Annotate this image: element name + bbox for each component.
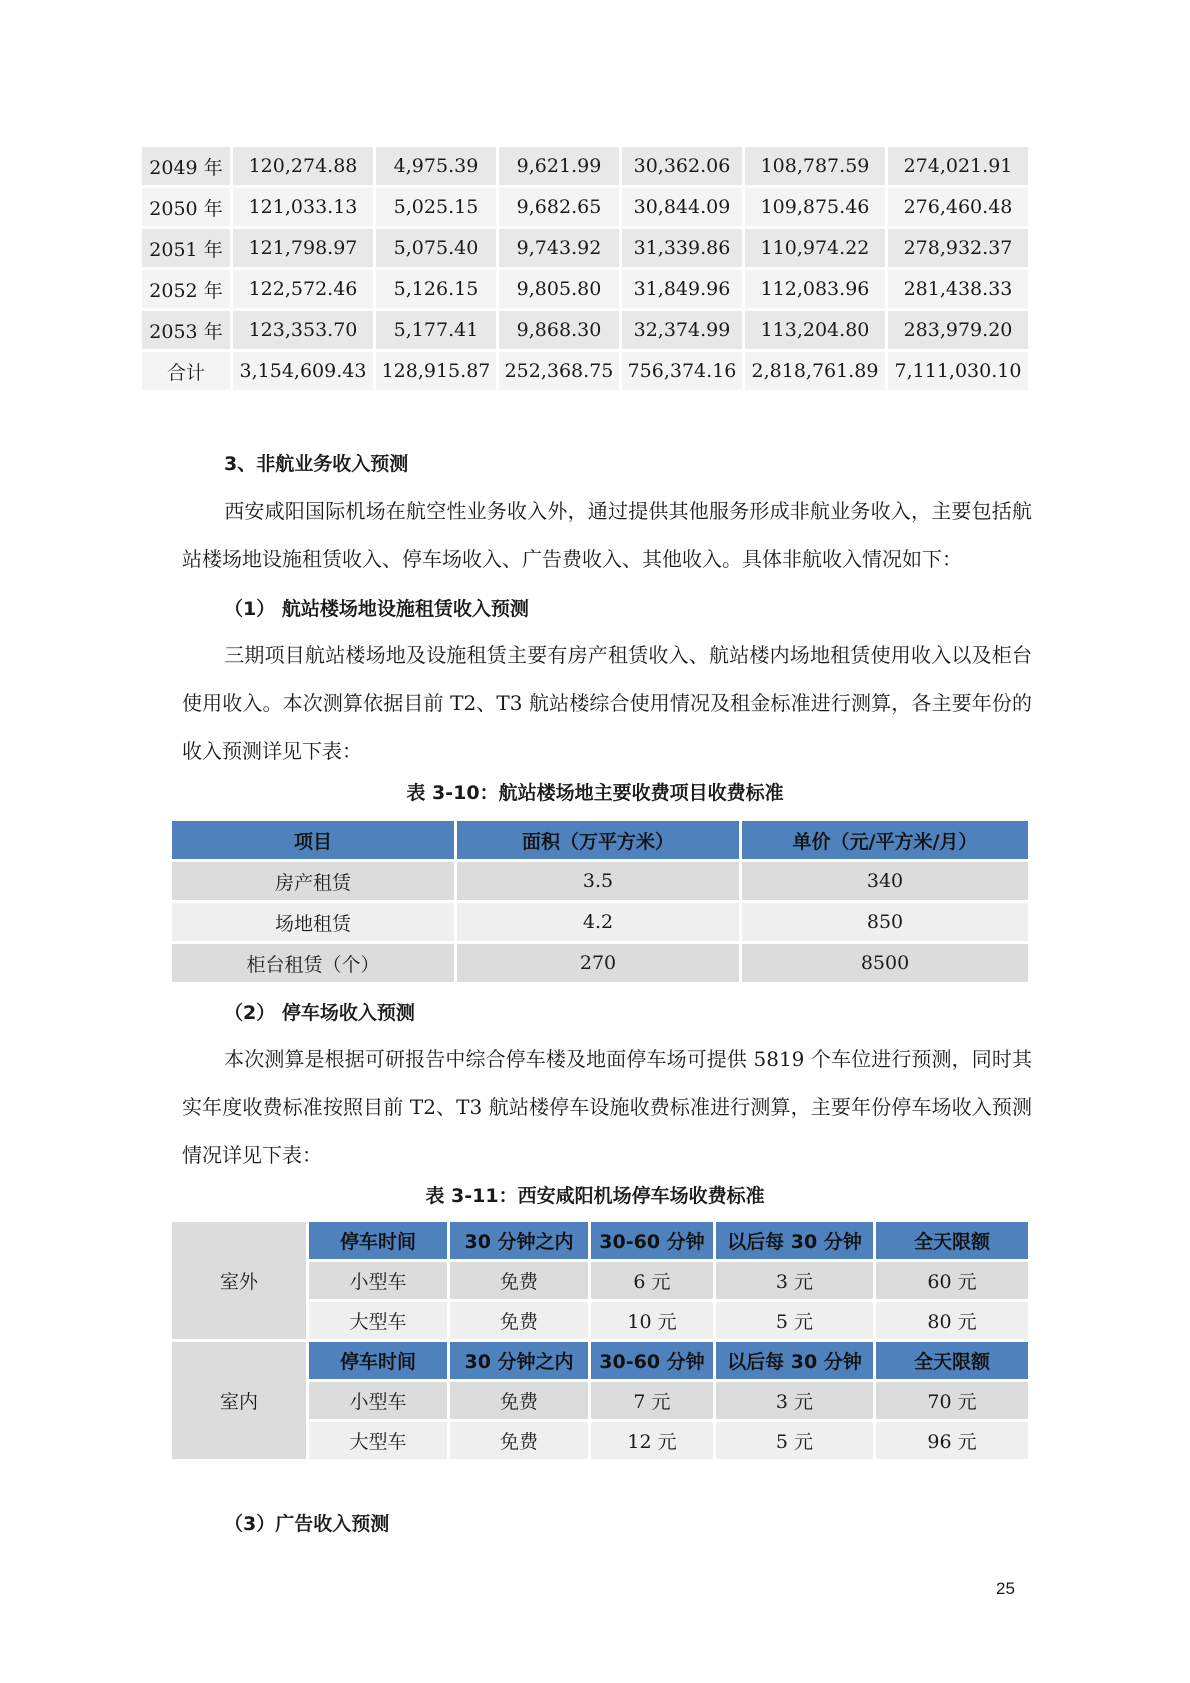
table-cell: 3 元 — [716, 1382, 873, 1419]
table-cell: 112,083.96 — [745, 270, 885, 308]
table-header-row — [172, 821, 1028, 859]
table-cell: 柜台租赁（个） — [172, 944, 454, 982]
table-header-cell: 停车时间 — [309, 1342, 447, 1379]
table-cell: 5,126.15 — [376, 270, 496, 308]
table-cell: 9,868.30 — [499, 311, 619, 349]
table-row-total — [142, 352, 1028, 390]
subsection-heading: （2） 停车场收入预测 — [224, 1002, 415, 1024]
table-cell: 3,154,609.43 — [233, 352, 373, 390]
table-cell: 31,339.86 — [622, 229, 742, 267]
table-cell: 252,368.75 — [499, 352, 619, 390]
table-cell: 121,798.97 — [233, 229, 373, 267]
table-cell: 2053 年 — [142, 311, 230, 349]
table-cell: 9,805.80 — [499, 270, 619, 308]
table-header-cell: 30-60 分钟 — [591, 1342, 713, 1379]
table-cell: 121,033.13 — [233, 188, 373, 226]
table-row — [142, 270, 1028, 308]
paragraph-text: 本次测算是根据可研报告中综合停车楼及地面停车场可提供 5819 个车位进行预测，同时其实年度收费标准按照目前 T2、T3 航站楼停车设施收费标准进行测算，主要年份停车场收入预测情况详见下表： — [182, 1047, 1032, 1167]
table-cell: 128,915.87 — [376, 352, 496, 390]
table-cell: 小型车 — [309, 1262, 447, 1299]
table-cell: 3 元 — [716, 1262, 873, 1299]
table-cell: 10 元 — [591, 1302, 713, 1339]
table-cell: 70 元 — [876, 1382, 1028, 1419]
page-number: 25 — [996, 1579, 1015, 1598]
table-cell: 3.5 — [457, 862, 739, 900]
table-row — [142, 311, 1028, 349]
paragraph — [182, 1035, 1032, 1179]
table-cell: 大型车 — [309, 1302, 447, 1339]
table-header-cell: 30-60 分钟 — [591, 1222, 713, 1259]
table-cell: 30,362.06 — [622, 147, 742, 185]
table-row — [142, 147, 1028, 185]
table-header-cell: 以后每 30 分钟 — [716, 1342, 873, 1379]
table-row — [142, 188, 1028, 226]
table-cell: 32,374.99 — [622, 311, 742, 349]
paragraph — [182, 631, 1032, 775]
table-row — [142, 229, 1028, 267]
table-cell: 小型车 — [309, 1382, 447, 1419]
section-heading: 3、非航业务收入预测 — [224, 453, 409, 475]
table-header-cell: 面积（万平方米） — [457, 821, 739, 859]
table-cell: 274,021.91 — [888, 147, 1028, 185]
table-cell: 108,787.59 — [745, 147, 885, 185]
table-cell: 2,818,761.89 — [745, 352, 885, 390]
table-cell: 5,025.15 — [376, 188, 496, 226]
table-cell: 283,979.20 — [888, 311, 1028, 349]
table-cell: 31,849.96 — [622, 270, 742, 308]
table-cell: 281,438.33 — [888, 270, 1028, 308]
subsection-heading: （3）广告收入预测 — [224, 1513, 390, 1535]
table-cell: 5 元 — [716, 1302, 873, 1339]
paragraph-text: 西安咸阳国际机场在航空性业务收入外，通过提供其他服务形成非航业务收入，主要包括航站楼场地设施租赁收入、停车场收入、广告费收入、其他收入。具体非航收入情况如下： — [182, 499, 1032, 571]
table-cell: 340 — [742, 862, 1028, 900]
table-header-cell: 30 分钟之内 — [450, 1222, 588, 1259]
fee-standard-table — [169, 818, 1031, 985]
table-header-cell: 停车时间 — [309, 1222, 447, 1259]
table-row — [172, 903, 1028, 941]
group-label-indoor: 室内 — [172, 1342, 306, 1459]
table-cell: 12 元 — [591, 1422, 713, 1459]
table-cell: 6 元 — [591, 1262, 713, 1299]
table-cell: 123,353.70 — [233, 311, 373, 349]
table-cell: 场地租赁 — [172, 903, 454, 941]
table-cell: 7,111,030.10 — [888, 352, 1028, 390]
table-cell: 2049 年 — [142, 147, 230, 185]
table-cell: 9,743.92 — [499, 229, 619, 267]
table-cell: 合计 — [142, 352, 230, 390]
table-caption: 表 3-10：航站楼场地主要收费项目收费标准 — [406, 782, 784, 804]
subsection-heading: （1） 航站楼场地设施租赁收入预测 — [224, 598, 529, 620]
table-row — [172, 944, 1028, 982]
table-header-row — [172, 1222, 1028, 1259]
table-cell: 122,572.46 — [233, 270, 373, 308]
parking-fee-table — [169, 1219, 1031, 1462]
revenue-table — [139, 144, 1031, 393]
table-cell: 5,177.41 — [376, 311, 496, 349]
table-cell: 113,204.80 — [745, 311, 885, 349]
table-cell: 2052 年 — [142, 270, 230, 308]
table-cell: 9,621.99 — [499, 147, 619, 185]
table-cell: 270 — [457, 944, 739, 982]
table-cell: 96 元 — [876, 1422, 1028, 1459]
table-header-cell: 项目 — [172, 821, 454, 859]
table-row — [172, 862, 1028, 900]
table-header-row — [172, 1342, 1028, 1379]
table-cell: 免费 — [450, 1302, 588, 1339]
table-cell: 2051 年 — [142, 229, 230, 267]
group-label-outdoor: 室外 — [172, 1222, 306, 1339]
table-header-cell: 30 分钟之内 — [450, 1342, 588, 1379]
table-cell: 房产租赁 — [172, 862, 454, 900]
table-cell: 2050 年 — [142, 188, 230, 226]
table-cell: 免费 — [450, 1262, 588, 1299]
table-cell: 4,975.39 — [376, 147, 496, 185]
table-cell: 276,460.48 — [888, 188, 1028, 226]
table-cell: 60 元 — [876, 1262, 1028, 1299]
table-cell: 850 — [742, 903, 1028, 941]
table-cell: 7 元 — [591, 1382, 713, 1419]
table-cell: 免费 — [450, 1422, 588, 1459]
table-cell: 278,932.37 — [888, 229, 1028, 267]
paragraph-text: 三期项目航站楼场地及设施租赁主要有房产租赁收入、航站楼内场地租赁使用收入以及柜台使用收入。本次测算依据目前 T2、T3 航站楼综合使用情况及租金标准进行测算，各主要年份的收入预测详见下表： — [182, 643, 1032, 763]
table-cell: 免费 — [450, 1382, 588, 1419]
table-cell: 30,844.09 — [622, 188, 742, 226]
table-cell: 109,875.46 — [745, 188, 885, 226]
table-cell: 120,274.88 — [233, 147, 373, 185]
table-cell: 5,075.40 — [376, 229, 496, 267]
table-cell: 4.2 — [457, 903, 739, 941]
table-cell: 5 元 — [716, 1422, 873, 1459]
table-caption: 表 3-11：西安咸阳机场停车场收费标准 — [425, 1185, 765, 1207]
table-header-cell: 全天限额 — [876, 1342, 1028, 1379]
table-header-cell: 单价（元/平方米/月） — [742, 821, 1028, 859]
table-cell: 9,682.65 — [499, 188, 619, 226]
table-cell: 756,374.16 — [622, 352, 742, 390]
table-cell: 80 元 — [876, 1302, 1028, 1339]
paragraph — [182, 487, 1032, 583]
table-cell: 110,974.22 — [745, 229, 885, 267]
table-header-cell: 全天限额 — [876, 1222, 1028, 1259]
table-header-cell: 以后每 30 分钟 — [716, 1222, 873, 1259]
table-cell: 大型车 — [309, 1422, 447, 1459]
table-cell: 8500 — [742, 944, 1028, 982]
